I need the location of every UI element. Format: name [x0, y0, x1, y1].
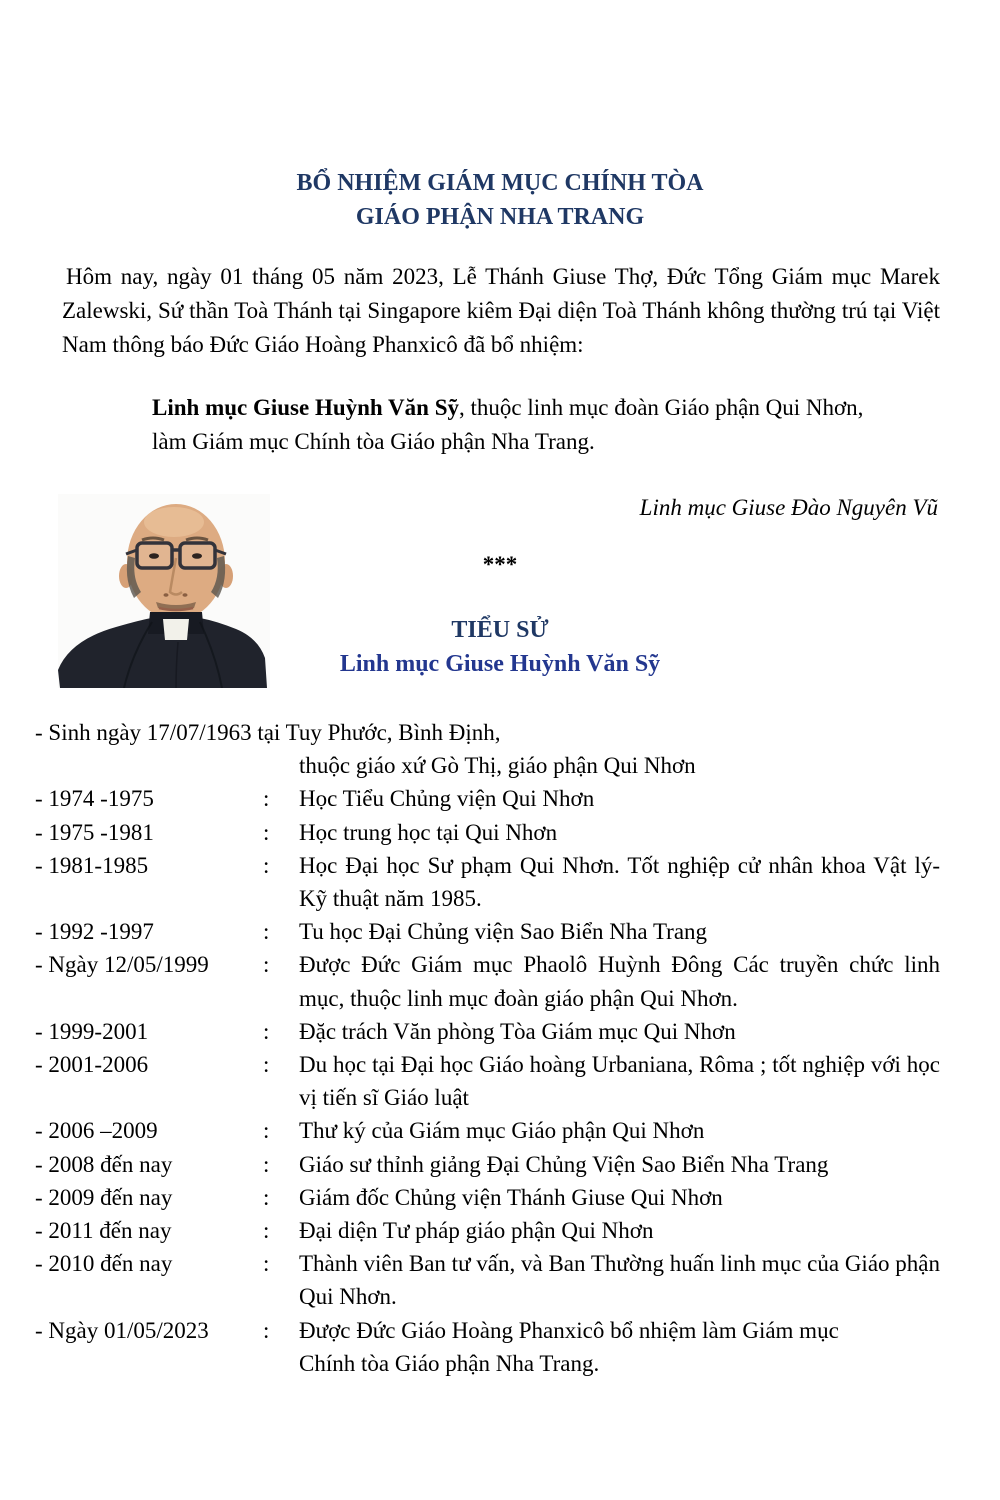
portrait-left-eye [149, 553, 159, 559]
bio-colon: : [263, 1052, 270, 1078]
appointee-name: Linh mục Giuse Huỳnh Văn Sỹ [152, 395, 459, 420]
bio-colon: : [263, 1118, 270, 1144]
bio-date: - 1999-2001 [35, 1018, 149, 1044]
bio-colon: : [263, 1317, 270, 1343]
bio-text: Giáo sư thỉnh giảng Đại Chủng Viện Sao Biển Nha Trang [299, 1151, 829, 1177]
document-title-line1: BỔ NHIỆM GIÁM MỤC CHÍNH TÒA [296, 170, 704, 196]
bio-row-birth [35, 716, 940, 749]
bio-row [35, 1048, 940, 1114]
bio-row [35, 1181, 940, 1214]
bio-text: Học Tiểu Chủng viện Qui Nhơn [299, 786, 595, 812]
bio-text: Đại diện Tư pháp giáo phận Qui Nhơn [299, 1218, 654, 1244]
bio-row [35, 1114, 940, 1147]
bio-date: - 1974 -1975 [35, 786, 154, 812]
bio-date: - 1981-1985 [35, 852, 149, 878]
signature-line: Linh mục Giuse Đào Nguyên Vũ [639, 495, 938, 520]
bio-text: Được Đức Giám mục Phaolô Huỳnh Đông Các truyền chức linh mục, thuộc linh mục đoàn giáo phận Qui Nhơn. [299, 952, 940, 1011]
birth-line2: thuộc giáo xứ Gò Thị, giáo phận Qui Nhơn [299, 753, 696, 779]
bio-row [35, 1247, 940, 1313]
bio-text [299, 1314, 940, 1380]
bio-text: Đặc trách Văn phòng Tòa Giám mục Qui Nhơn [299, 1018, 736, 1044]
bio-row [35, 1015, 940, 1048]
bio-colon: : [263, 952, 270, 978]
bio-date: - Ngày 12/05/1999 [35, 952, 209, 978]
bio-text: Thư ký của Giám mục Giáo phận Qui Nhơn [299, 1118, 705, 1144]
bio-row [35, 782, 940, 815]
bio-colon: : [263, 1151, 270, 1177]
bio-colon: : [263, 919, 270, 945]
bio-row [35, 816, 940, 849]
document-title-line2: GIÁO PHẬN NHA TRANG [355, 204, 645, 230]
bio-row-birth-cont [35, 749, 940, 782]
bio-colon: : [263, 1184, 270, 1210]
bio-date: - 2006 –2009 [35, 1118, 158, 1144]
bio-date: - 1975 -1981 [35, 819, 154, 845]
biography-list [35, 716, 940, 1380]
bio-colon: : [263, 1018, 270, 1044]
appointment-line2: làm Giám mục Chính tòa Giáo phận Nha Trang. [152, 429, 595, 454]
portrait-right-eye [192, 553, 202, 559]
bio-row-final [35, 1314, 940, 1380]
bio-text: Thành viên Ban tư vấn, và Ban Thường huấn linh mục của Giáo phận Qui Nhơn. [299, 1251, 940, 1310]
appointment-paragraph [152, 391, 942, 459]
bio-colon: : [263, 819, 270, 845]
bio-text-line1: Được Đức Giáo Hoàng Phanxicô bổ nhiệm làm Giám mục [299, 1317, 839, 1343]
document-title [0, 166, 1000, 234]
bio-date: - 2009 đến nay [35, 1184, 173, 1210]
appointment-line1-rest: , thuộc linh mục đoàn Giáo phận Qui Nhơn, [459, 395, 864, 420]
bio-row [35, 915, 940, 948]
bio-text: Giám đốc Chủng viện Thánh Giuse Qui Nhơn [299, 1184, 723, 1210]
bio-text: Tu học Đại Chủng viện Sao Biển Nha Trang [299, 919, 708, 945]
bio-colon: : [263, 1251, 270, 1277]
portrait-forehead-highlight [144, 507, 204, 537]
bio-row [35, 849, 940, 915]
bio-text: Học Đại học Sư phạm Qui Nhơn. Tốt nghiệp cử nhân khoa Vật lý- Kỹ thuật năm 1985. [299, 852, 940, 912]
bio-text: Du học tại Đại học Giáo hoàng Urbaniana, Rôma ; tốt nghiệp với học vị tiến sĩ Giáo luật [299, 1052, 940, 1111]
birth-line1: - Sinh ngày 17/07/1963 tại Tuy Phước, Bình Định, [35, 720, 501, 745]
bio-colon: : [263, 786, 270, 812]
bio-date: - 2010 đến nay [35, 1251, 173, 1277]
bio-text: Học trung học tại Qui Nhơn [299, 819, 558, 845]
bio-date: - 2011 đến nay [35, 1218, 172, 1244]
bio-date: - Ngày 01/05/2023 [35, 1317, 209, 1343]
bio-date: - 2008 đến nay [35, 1151, 173, 1177]
bio-row [35, 948, 940, 1014]
section-separator: *** [482, 552, 518, 577]
bio-row [35, 1214, 940, 1247]
bio-date: - 2001-2006 [35, 1052, 149, 1078]
bio-colon: : [263, 1218, 270, 1244]
biography-subtitle: Linh mục Giuse Huỳnh Văn Sỹ [339, 651, 661, 677]
portrait-right-nostril [183, 593, 188, 597]
intro-paragraph: Hôm nay, ngày 01 tháng 05 năm 2023, Lễ Thánh Giuse Thợ, Đức Tổng Giám mục Marek Zalewski, Sứ thần Toà Thánh tại Singapore kiêm Đại diện Toà Thánh không thường trú tại Việt Nam thông báo Đức Giáo Hoàng Phanxicô đã bổ nhiệm: [62, 264, 940, 357]
biography-title: TIỂU SỬ [451, 617, 549, 643]
bio-colon: : [263, 852, 270, 878]
portrait-left-nostril [164, 593, 169, 597]
bio-row [35, 1148, 940, 1181]
bio-text-line2: Chính tòa Giáo phận Nha Trang. [299, 1350, 600, 1376]
bio-date: - 1992 -1997 [35, 919, 154, 945]
